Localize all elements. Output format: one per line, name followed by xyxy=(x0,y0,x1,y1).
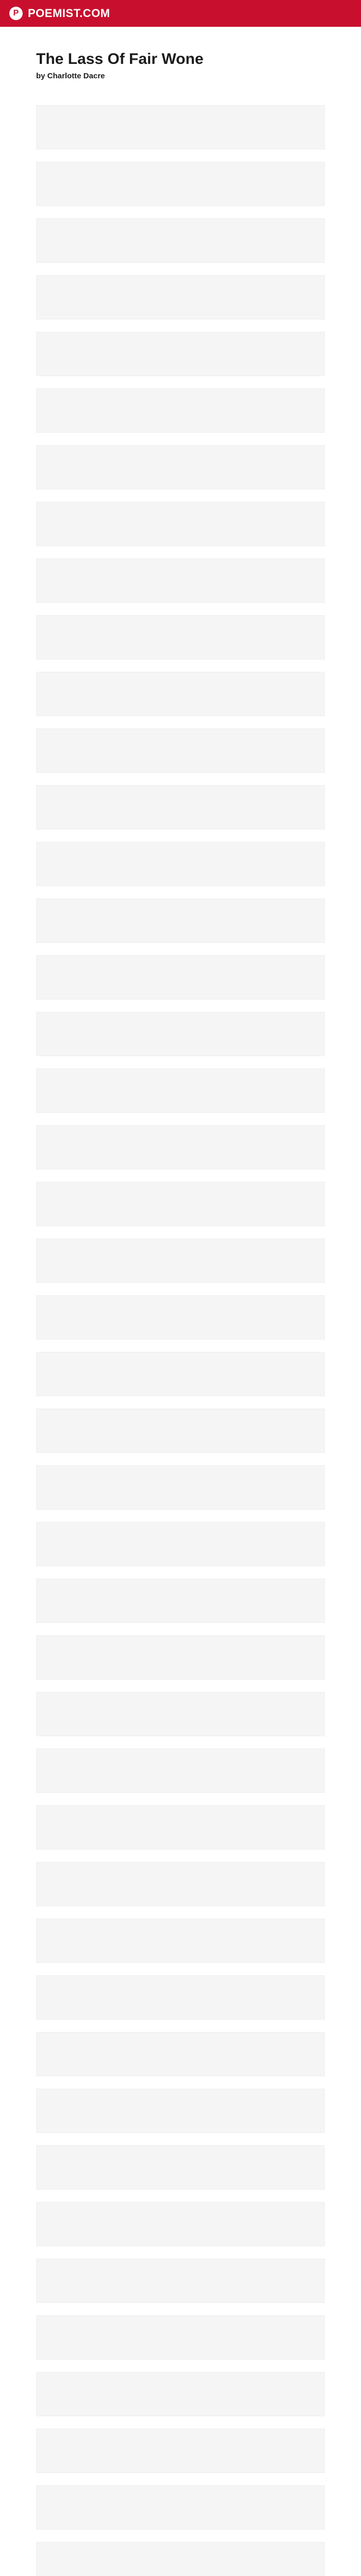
site-logo[interactable] xyxy=(9,7,110,20)
poem-stanza xyxy=(36,1352,325,1396)
poem-stanza xyxy=(36,955,325,999)
poem-stanza xyxy=(36,2315,325,2360)
poem-stanza xyxy=(36,558,325,603)
poem-stanza xyxy=(36,2372,325,2416)
poem-stanza xyxy=(36,2429,325,2473)
poem-content xyxy=(36,27,325,2576)
poem-stanza xyxy=(36,218,325,263)
poem-stanza xyxy=(36,502,325,546)
poem-stanza xyxy=(36,899,325,943)
poem-stanza xyxy=(36,2542,325,2576)
site-name: POEMIST.COM xyxy=(28,7,110,20)
site-header xyxy=(0,0,361,27)
poem-stanza xyxy=(36,1805,325,1850)
poem-body xyxy=(36,105,325,2576)
poem-stanza xyxy=(36,785,325,829)
poem-stanza xyxy=(36,1182,325,1226)
poem-stanza xyxy=(36,842,325,886)
poem-stanza xyxy=(36,728,325,773)
poem-stanza xyxy=(36,1862,325,1906)
poem-stanza xyxy=(36,332,325,376)
poem-stanza xyxy=(36,105,325,149)
poem-title: The Lass Of Fair Wone xyxy=(36,50,204,67)
poem-stanza xyxy=(36,162,325,206)
poem-stanza xyxy=(36,1465,325,1510)
poem-stanza xyxy=(36,1409,325,1453)
poem-stanza xyxy=(36,1919,325,1963)
poem-stanza xyxy=(36,2202,325,2246)
poem-stanza xyxy=(36,445,325,489)
poem-stanza xyxy=(36,1749,325,1793)
poem-stanza xyxy=(36,1975,325,2020)
poem-author: by Charlotte Dacre xyxy=(36,71,105,80)
poem-stanza xyxy=(36,2032,325,2076)
poem-stanza xyxy=(36,2259,325,2303)
poem-stanza xyxy=(36,1692,325,1736)
poem-stanza xyxy=(36,388,325,433)
poem-stanza xyxy=(36,1295,325,1340)
poem-stanza xyxy=(36,1239,325,1283)
poem-stanza xyxy=(36,2089,325,2133)
poem-stanza xyxy=(36,1069,325,1113)
poem-stanza xyxy=(36,1012,325,1056)
poem-stanza xyxy=(36,672,325,716)
poem-stanza xyxy=(36,1635,325,1680)
poem-stanza xyxy=(36,2145,325,2190)
poem-stanza xyxy=(36,1579,325,1623)
poemist-logo-icon: P xyxy=(9,7,23,20)
poem-stanza xyxy=(36,615,325,659)
poem-stanza xyxy=(36,2485,325,2530)
poem-stanza xyxy=(36,1125,325,1170)
poem-stanza xyxy=(36,275,325,319)
poem-stanza xyxy=(36,1522,325,1566)
